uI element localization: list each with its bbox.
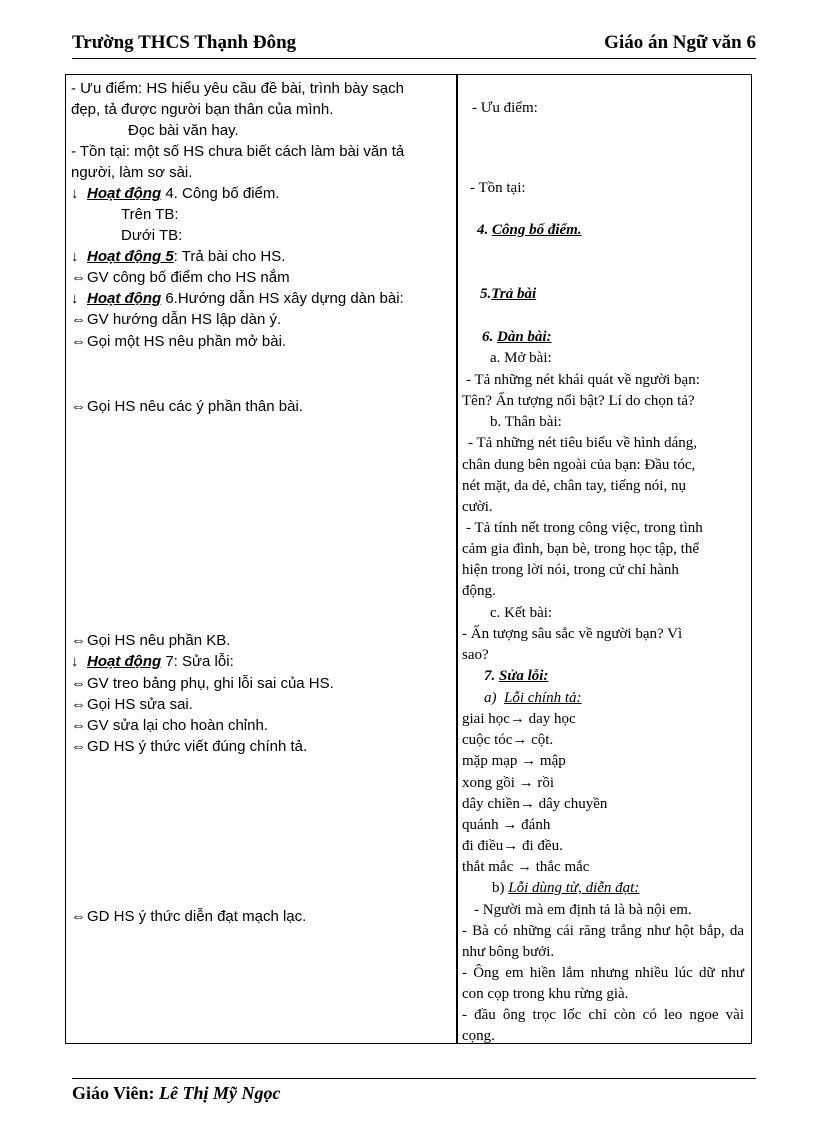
down-arrow-icon: ↓ [71,185,79,202]
text-line: - Ưu điểm: HS hiểu yêu cầu đề bài, trình bày sạch [71,80,404,97]
text-line: - Tả những nét khái quát về người bạn: [466,372,700,388]
double-arrow-icon: ⇔ [71,398,86,415]
correction-line: cuộc tóc→ cột. [462,732,554,748]
page-header [72,32,756,59]
correction-line: thắt mắc → thắc mắc [462,859,590,875]
activity-line [71,183,280,204]
text-line: - Tả những nét tiêu biểu về hình dáng, [468,435,698,451]
text-line: Dưới TB: [121,227,183,244]
page-footer [72,1078,756,1104]
text-line: đẹp, tả được người bạn thân của mình. [71,101,334,118]
subject-title: Giáo án Ngữ văn 6 [604,32,756,53]
text-line: - Ông em hiền lắm nhưng nhiều lúc dữ như con cọp trong khu rừng già. [462,965,744,1002]
bullet-line [71,331,286,352]
text-line: cảm gia đình, bạn bè, trong học tập, thể [462,541,700,557]
double-arrow-icon: ⇔ [71,311,86,328]
activity-text: 7: Sửa lỗi: [161,653,234,670]
activity-line [71,288,404,309]
bullet-line [71,694,193,715]
activity-label: Hoạt động 5 [87,248,174,265]
footer-label: Giáo Viên: [72,1083,160,1103]
text-line: - Tả tính nết trong công việc, trong tình [466,520,703,536]
bullet-line [71,309,281,330]
section-heading: 5.Trả bài [480,286,537,302]
lesson-table [65,74,752,1044]
text-line: - Ấn tượng sâu sắc về người bạn? Vì [462,626,683,642]
correction-line: mặp mạp → mập [462,753,566,769]
double-arrow-icon: ⇔ [71,632,86,649]
text-line: cười. [462,499,493,515]
text-line: hiện trong lời nói, trong cử chỉ hành [462,562,679,578]
bullet-text: Gọi HS sửa sai. [87,696,193,713]
double-arrow-icon: ⇔ [71,269,86,286]
bullet-text: GV sửa lại cho hoàn chỉnh. [87,717,268,734]
activity-text: 6.Hướng dẫn HS xây dựng dàn bài: [161,290,404,307]
bullet-line [71,715,268,736]
text-line: người, làm sơ sài. [71,164,193,181]
text-line: - Tồn tại: một số HS chưa biết cách làm bài văn tả [71,143,405,160]
correction-line: giai học→ day học [462,711,576,727]
bullet-line [71,396,303,417]
activity-line [71,246,285,267]
text-line: - đầu ông trọc lốc chỉ còn có leo ngoe vài cọng. [462,1007,744,1044]
section-heading: 4. Công bố điểm. [477,222,582,238]
text-line: Trên TB: [121,206,179,223]
text-line: a. Mở bài: [490,350,552,366]
activity-text: : Trả bài cho HS. [173,248,286,265]
bullet-line [71,906,306,927]
activity-text: 4. Công bố điểm. [161,185,280,202]
section-heading: 6. Dàn bài: [482,329,552,345]
text-line: động. [462,583,496,599]
school-name: Trường THCS Thạnh Đông [72,32,297,53]
correction-line: quánh → đánh [462,817,551,833]
correction-line: đi điều→ đi đều. [462,838,563,854]
down-arrow-icon: ↓ [71,290,79,307]
text-line: chân dung bên ngoài của bạn: Đầu tóc, [462,457,696,473]
double-arrow-icon: ⇔ [71,717,86,734]
bullet-text: GD HS ý thức viết đúng chính tả. [87,738,308,755]
text-line: - Người mà em định tả là bà nội em. [474,902,692,918]
bullet-text: Gọi HS nêu phần KB. [87,632,231,649]
text-line: c. Kết bài: [490,605,553,621]
bullet-text: GD HS ý thức diễn đạt mạch lạc. [87,908,307,925]
bullet-line [71,267,290,288]
text-line: b. Thân bài: [490,414,562,430]
bullet-text: GV hướng dẫn HS lập dàn ý. [87,311,282,328]
bullet-line [71,630,230,651]
text-line: Tên? Ấn tượng nổi bật? Lí do chọn tả? [462,393,695,409]
column-divider [456,75,458,1043]
text-line: nét mặt, da dẻ, chân tay, tiếng nói, nụ [462,478,686,494]
down-arrow-icon: ↓ [71,248,79,265]
correction-line: xong gồi → rồi [462,775,555,791]
activity-label: Hoạt động [87,653,162,670]
double-arrow-icon: ⇔ [71,738,86,755]
bullet-line [71,673,334,694]
double-arrow-icon: ⇔ [71,908,86,925]
double-arrow-icon: ⇔ [71,675,86,692]
bullet-text: Gọi một HS nêu phần mở bài. [87,333,287,350]
bullet-line [71,736,307,757]
teacher-name: Lê Thị Mỹ Ngọc [159,1083,281,1103]
correction-line: dây chiền→ dây chuyền [462,796,608,812]
bullet-text: GV công bố điểm cho HS nắm [87,269,290,286]
activity-label: Hoạt động [87,290,162,307]
section-heading: 7. Sửa lỗi: [484,668,549,684]
subheading: b) Lỗi dùng từ, diễn đạt: [492,880,640,896]
text-line: - Ưu điểm: [472,100,538,116]
double-arrow-icon: ⇔ [71,696,86,713]
bullet-text: GV treo bảng phụ, ghi lỗi sai của HS. [87,675,334,692]
subheading: a) Lỗi chính tả: [484,690,582,706]
double-arrow-icon: ⇔ [71,333,86,350]
text-line: - Tồn tại: [470,180,526,196]
down-arrow-icon: ↓ [71,653,79,670]
activity-line [71,651,234,672]
activity-label: Hoạt động [87,185,162,202]
text-line: - Bà có những cái răng trắng như hột bắp, da như bông bưởi. [462,923,744,960]
bullet-text: Gọi HS nêu các ý phần thân bài. [87,398,303,415]
text-line: sao? [462,647,489,663]
text-line: Đọc bài văn hay. [128,122,239,139]
